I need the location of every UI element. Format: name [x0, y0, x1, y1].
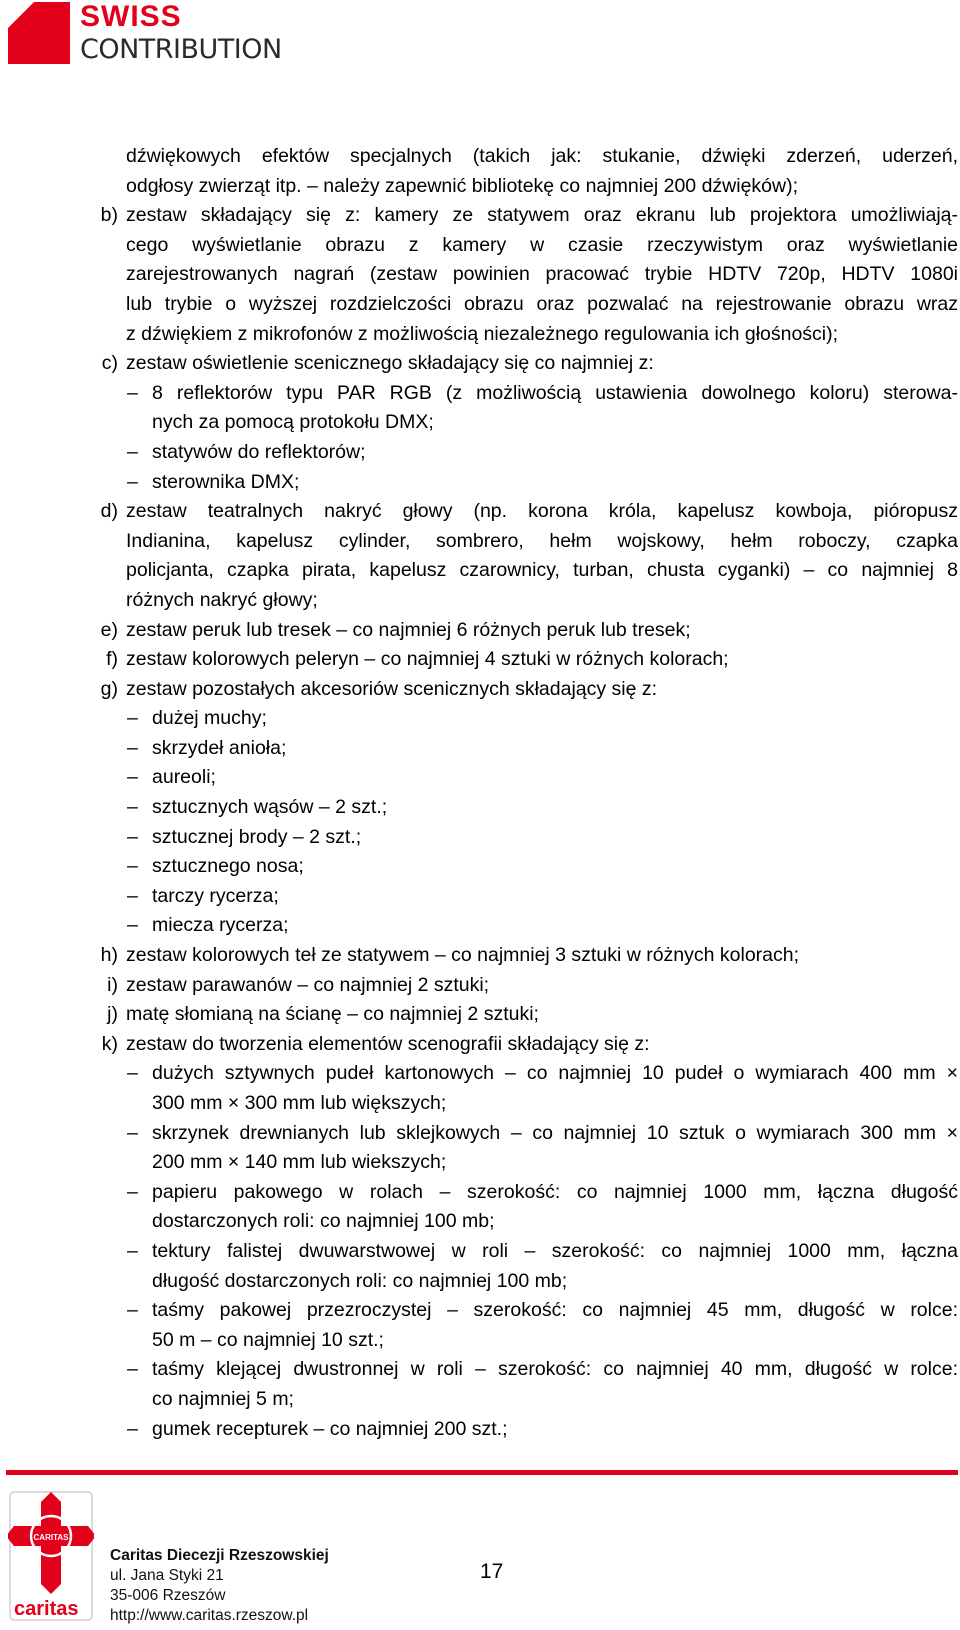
text-line [0, 1415, 960, 1445]
line-text: zestaw peruk lub tresek – co najmniej 6 różnych peruk lub tresek; [126, 618, 691, 641]
text-line [0, 704, 960, 734]
line-text: zestaw pozostałych akcesoriów scenicznych składający się z: [126, 677, 658, 700]
text-line [0, 1326, 960, 1356]
text-line [0, 586, 960, 616]
text-line [0, 497, 960, 527]
list-label: e) [100, 618, 118, 641]
line-text: zestaw oświetlenie scenicznego składający się co najmniej z: [126, 352, 654, 375]
text-line [0, 1059, 960, 1089]
list-label: d) [100, 500, 118, 523]
caritas-wordmark: caritas [14, 1598, 79, 1620]
website-link[interactable]: http://www.caritas.rzeszow.pl [110, 1607, 309, 1624]
page-number: 17 [480, 1560, 504, 1583]
line-text: sztucznej brody – 2 szt.; [152, 825, 362, 848]
line-text: zarejestrowanych nagrań (zestaw powinien pracować trybie HDTV 720p, HDTV 1080i [126, 263, 958, 286]
line-text: taśmy pakowej przezroczystej – szerokość: co najmniej 45 mm, długość w rolce: [152, 1299, 958, 1322]
text-line [0, 675, 960, 705]
text-line [0, 231, 960, 261]
text-line [0, 1237, 960, 1267]
text-line [0, 645, 960, 675]
line-text: zestaw teatralnych nakryć głowy (np. korona króla, kapelusz kowboja, pióropusz [126, 500, 958, 523]
list-label: g) [100, 677, 118, 700]
line-text: zestaw kolorowych teł ze statywem – co najmniej 3 sztuki w różnych kolorach; [126, 944, 800, 967]
swiss-contribution-logo [8, 2, 282, 64]
text-line [0, 379, 960, 409]
line-text: matę słomianą na ścianę – co najmniej 2 sztuki; [126, 1003, 539, 1026]
text-line [0, 438, 960, 468]
line-text: 300 mm × 300 mm lub większych; [152, 1092, 447, 1114]
line-text: lub trybie o wyższej rozdzielczości obrazu oraz pozwalać na rejestrowanie obrazu wraz [126, 292, 958, 315]
line-text: zestaw do tworzenia elementów scenografii składający się z: [126, 1032, 650, 1055]
text-line [0, 260, 960, 290]
text-line [0, 408, 960, 438]
document-body [0, 142, 960, 1444]
dash-bullet: – [127, 884, 138, 907]
city: 35-006 Rzeszów [110, 1587, 226, 1604]
swiss-logo-text [80, 2, 282, 63]
dash-bullet: – [127, 766, 138, 789]
line-text: skrzynek drewnianych lub sklejkowych – co najmniej 10 sztuk o wymiarach 300 mm × [152, 1121, 958, 1144]
dash-bullet: – [127, 1239, 138, 1262]
footer-address [110, 1546, 329, 1626]
line-text: odgłosy zwierząt itp. – należy zapewnić bibliotekę co najmniej 200 dźwięków); [126, 174, 799, 197]
text-line [0, 1119, 960, 1149]
dash-bullet: – [127, 1180, 138, 1203]
text-line [0, 763, 960, 793]
list-label: i) [107, 973, 118, 996]
line-text: gumek recepturek – co najmniej 200 szt.; [152, 1417, 508, 1440]
dash-bullet: – [127, 825, 138, 848]
line-text: papieru pakowego w rolach – szerokość: co najmniej 1000 mm, łączna długość [152, 1180, 958, 1203]
line-text: sterownika DMX; [152, 470, 300, 493]
text-line [0, 290, 960, 320]
dash-bullet: – [127, 914, 138, 937]
line-text: aureoli; [152, 766, 216, 789]
line-text: nych za pomocą protokołu DMX; [152, 411, 434, 434]
list-label: h) [100, 944, 118, 967]
line-text: 200 mm × 140 mm lub wiekszych; [152, 1151, 447, 1174]
street: ul. Jana Styki 21 [110, 1567, 224, 1584]
text-line [0, 882, 960, 912]
line-text: dużych sztywnych pudeł kartonowych – co najmniej 10 pudeł o wymiarach 400 mm × [152, 1062, 958, 1085]
line-text: zestaw kolorowych peleryn – co najmniej 4 sztuki w różnych kolorach; [126, 648, 729, 671]
dash-bullet: – [127, 470, 138, 493]
dash-bullet: – [127, 855, 138, 878]
dash-bullet: – [127, 440, 138, 463]
dash-bullet: – [127, 1121, 138, 1144]
text-line [0, 1385, 960, 1415]
text-line [0, 852, 960, 882]
list-label: j) [107, 1003, 118, 1026]
text-line [0, 349, 960, 379]
line-text: tektury falistej dwuwarstwowej w roli – szerokość: co najmniej 1000 mm, łączna [152, 1239, 958, 1262]
line-text: sztucznego nosa; [152, 855, 304, 878]
text-line [0, 172, 960, 202]
line-text: statywów do reflektorów; [152, 440, 366, 463]
text-line [0, 911, 960, 941]
footer-divider [6, 1470, 958, 1475]
line-text: zestaw parawanów – co najmniej 2 sztuki; [126, 973, 490, 996]
dash-bullet: – [127, 1358, 138, 1381]
text-line [0, 468, 960, 498]
swiss-flag-icon [8, 2, 70, 64]
list-label: c) [101, 352, 118, 375]
line-text: dostarczonych roli: co najmniej 100 mb; [152, 1210, 495, 1233]
line-text: co najmniej 5 m; [152, 1387, 294, 1410]
text-line [0, 1148, 960, 1178]
dash-bullet: – [127, 796, 138, 819]
line-text: skrzydeł anioła; [152, 736, 287, 759]
text-line [0, 320, 960, 350]
text-line [0, 1030, 960, 1060]
text-line [0, 793, 960, 823]
dash-bullet: – [127, 1299, 138, 1322]
text-line [0, 1355, 960, 1385]
line-text: różnych nakryć głowy; [126, 588, 318, 611]
list-label: b) [100, 204, 118, 227]
list-label: f) [106, 648, 118, 671]
line-text: 8 reflektorów typu PAR RGB (z możliwością ustawienia dowolnego koloru) sterowa- [152, 381, 958, 404]
line-text: miecza rycerza; [152, 914, 289, 937]
line-text: długość dostarczonych roli: co najmniej 100 mb; [152, 1269, 568, 1292]
text-line [0, 616, 960, 646]
line-text: sztucznych wąsów – 2 szt.; [152, 796, 388, 819]
text-line [0, 1178, 960, 1208]
line-text: dużej muchy; [152, 707, 267, 730]
line-text: policjanta, czapka pirata, kapelusz czarownicy, turban, chusta cyganki) – co najmniej 8 [126, 559, 958, 582]
dash-bullet: – [127, 707, 138, 730]
text-line [0, 734, 960, 764]
line-text: 50 m – co najmniej 10 szt.; [152, 1328, 384, 1351]
line-text: zestaw składający się z: kamery ze statywem oraz ekranu lub projektora umożliwiają- [126, 204, 958, 227]
list-label: k) [101, 1032, 118, 1055]
dash-bullet: – [127, 1417, 138, 1440]
text-line [0, 1000, 960, 1030]
line-text: cego wyświetlanie obrazu z kamery w czasie rzeczywistym oraz wyświetlanie [126, 233, 958, 256]
text-line [0, 971, 960, 1001]
line-text: z dźwiękiem z mikrofonów z możliwością niezależnego regulowania ich głośności); [126, 322, 839, 345]
text-line [0, 1296, 960, 1326]
dash-bullet: – [127, 381, 138, 404]
text-line [0, 941, 960, 971]
line-text: dźwiękowych efektów specjalnych (takich jak: stukanie, dźwięki zderzeń, uderzeń, [126, 145, 958, 167]
line-text: tarczy rycerza; [152, 884, 279, 907]
logo-line2: CONTRIBUTION [80, 34, 282, 65]
text-line [0, 1089, 960, 1119]
text-line [0, 527, 960, 557]
org-name: Caritas Diecezji Rzeszowskiej [110, 1547, 329, 1564]
text-line [0, 823, 960, 853]
line-text: taśmy klejącej dwustronnej w roli – szerokość: co najmniej 40 mm, długość w rolce: [152, 1358, 958, 1381]
text-line [0, 556, 960, 586]
text-line [0, 1267, 960, 1297]
caritas-logo-text: CARITAS [33, 1533, 69, 1542]
dash-bullet: – [127, 1062, 138, 1085]
logo-line1: SWISS [80, 0, 182, 33]
text-line [0, 201, 960, 231]
line-text: Indianina, kapelusz cylinder, sombrero, hełm wojskowy, hełm roboczy, czapka [126, 529, 958, 552]
text-line [0, 1207, 960, 1237]
dash-bullet: – [127, 736, 138, 759]
text-line [0, 142, 960, 172]
